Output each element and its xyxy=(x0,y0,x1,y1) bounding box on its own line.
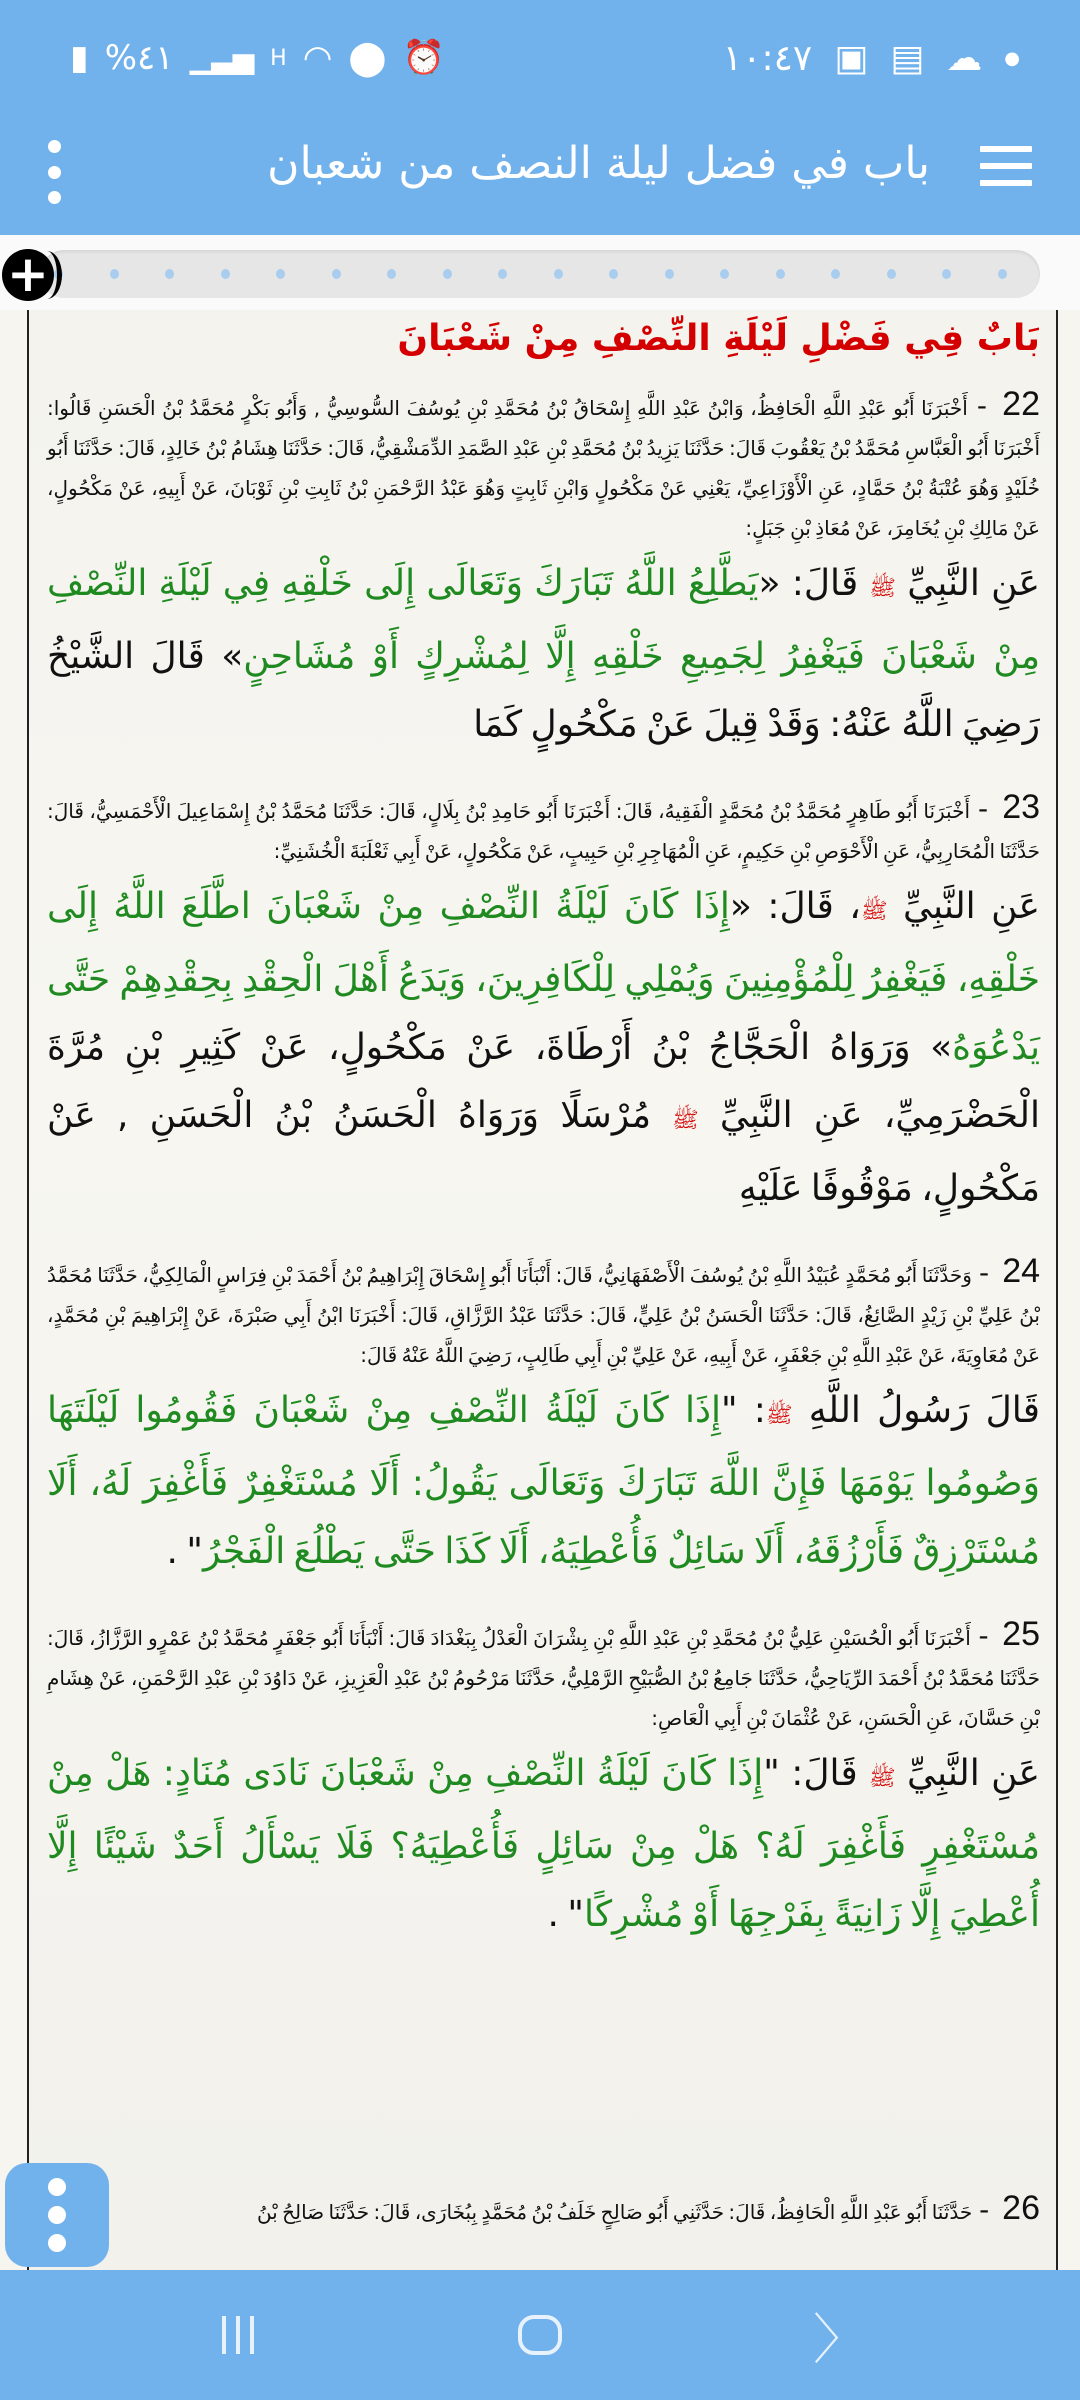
slider-tick xyxy=(276,269,285,279)
separator: - xyxy=(970,1619,997,1652)
book-page xyxy=(27,310,1058,2270)
narration-text: مُرْسَلًا وَرَوَاهُ الْحَسَنُ بْنُ الْحَسَنِ , عَنْ مَكْحُولٍ، مَوْقُوفًا عَلَيْهِ xyxy=(47,1095,1040,1209)
prophetic-text: إِذَا كَانَ لَيْلَةُ النِّصْفِ مِنْ شَعْبَانَ فَقُومُوا لَيْلَتَهَا وَصُومُوا يَوْمَهَا فَإِنَّ اللَّهَ تَبَارَكَ وَتَعَالَى يَقُولُ: أَلَا مُسْتَغْفِرٌ فَأَغْفِرَ لَهُ، أَلَا مُسْتَرْزِقٌ فَأَرْزُقَهُ، أَلَا سَائِلٌ فَأُعْطِيَهُ، أَلَا كَذَا حَتَّى يَطْلُعَ الْفَجْرُ xyxy=(47,1390,1040,1572)
slider-tick xyxy=(110,269,119,279)
status-bar xyxy=(0,0,1080,120)
sanad-text: أَخْبَرَنَا أَبُو طَاهِرٍ مُحَمَّدُ بْنُ مُحَمَّدٍ الْفَقِيهُ، قَالَ: أَخْبَرَنَا أَبُو حَامِدِ بْنُ بِلَالٍ، قَالَ: حَدَّثَنَا مُحَمَّدُ بْنُ إِسْمَاعِيلَ الْأَحْمَسِيُّ، قَالَ: حَدَّثَنَا الْمُحَارِبِيُّ، عَنِ الْأَحْوَصِ بْنِ حَكِيمٍ، عَنِ الْمُهَاجِرِ بْنِ حَبِيبٍ، عَنْ مَكْحُولٍ، عَنْ أَبِي ثَعْلَبَةَ الْخُشَنِيِّ: xyxy=(47,799,1040,863)
hamburger-menu-icon[interactable] xyxy=(980,146,1032,186)
zoom-in-button[interactable] xyxy=(2,245,68,303)
slider-tick xyxy=(165,269,174,279)
sanad-text: أَخْبَرَنَا أَبُو عَبْدِ اللَّهِ الْحَافِظُ، وَابْنُ عَبْدِ اللَّهِ إِسْحَاقُ بْنُ مُحَمَّدِ بْنِ يُوسُفَ السُّوسِيُّ , وَأَبُو بَكْرٍ مُحَمَّدُ بْنُ الْحَسَنِ قَالُوا: أَخْبَرَنَا أَبُو الْعَبَّاسِ مُحَمَّدُ بْنُ يَعْقُوبَ قَالَ: حَدَّثَنَا يَزِيدُ بْنُ مُحَمَّدِ بْنِ عَبْدِ الصَّمَدِ الدِّمَشْقِيُّ، قَالَ: حَدَّثَنَا هِشَامُ بْنُ خَالِدٍ، قَالَ: حَدَّثَنَا أَبُو خُلَيْدٍ وَهُوَ عُتْبَةُ بْنُ حَمَّادٍ، عَنِ الْأَوْزَاعِيِّ، يَعْنِي عَنْ مَكْحُولٍ وَابْنِ ثَابِتٍ وَهُوَ عَبْدُ الرَّحْمَنِ بْنُ ثَابِتِ بْنِ ثَوْبَانَ، عَنْ أَبِيهِ، عَنْ مَكْحُولٍ، عَنْ مَالِكِ بْنِ يُخَامِرَ، عَنْ مُعَاذِ بْنِ جَبَلٍ: xyxy=(47,396,1040,540)
hadith-sanad xyxy=(47,1251,1040,1375)
separator: - xyxy=(971,1256,997,1289)
sanad-text: أَخْبَرَنَا أَبُو الْحُسَيْنِ عَلِيُّ بْنُ مُحَمَّدِ بْنِ عَبْدِ اللَّهِ بْنِ بِشْرَانَ الْعَدْلُ بِبَغْدَادَ قَالَ: أَنْبَأَنَا أَبُو جَعْفَرٍ مُحَمَّدُ بْنُ عَمْرٍو الرَّزَّازُ، قَالَ: حَدَّثَنَا مُحَمَّدُ بْنُ أَحْمَدَ الرِّيَاحِيُّ، حَدَّثَنَا جَامِعُ بْنُ الصُّبَيْحِ الرَّمْلِيُّ، حَدَّثَنَا مَرْحُومُ بْنُ عَبْدِ الْعَزِيزِ، عَنْ دَاوُدَ بْنِ عَبْدِ الرَّحْمَنِ، عَنْ هِشَامِ بْنِ حَسَّانَ، عَنِ الْحَسَنِ، عَنْ عُثْمَانَ بْنِ أَبِي الْعَاصِ: xyxy=(47,1626,1040,1730)
slider-tick xyxy=(720,269,729,279)
hadith-sanad xyxy=(47,384,1040,548)
hadith xyxy=(47,384,1040,759)
narration-text: عَنِ النَّبِيِّ xyxy=(895,563,1040,604)
hadith xyxy=(47,1614,1040,1949)
battery-charging-icon: ▮ xyxy=(70,38,89,78)
wifi-icon: ◠ xyxy=(302,38,333,78)
dot-icon: ● xyxy=(1004,48,1020,69)
narration-text: " . xyxy=(547,1894,584,1935)
hadith-number: 23 xyxy=(1002,788,1041,826)
slider-tick xyxy=(776,269,785,279)
slider-tick xyxy=(665,269,674,279)
narration-text: عَنِ النَّبِيِّ xyxy=(887,886,1040,927)
location-icon: ⬤ xyxy=(348,38,387,78)
separator: - xyxy=(967,389,997,422)
plus-icon: + xyxy=(2,249,54,301)
news-icon: ▤ xyxy=(890,38,925,79)
slider-tick xyxy=(443,269,452,279)
floating-menu-button[interactable] xyxy=(5,2163,109,2267)
slider-tick xyxy=(221,269,230,279)
slider-track[interactable] xyxy=(40,250,1040,298)
slider-tick xyxy=(609,269,618,279)
narration-text: قَالَ رَسُولُ اللَّهِ xyxy=(792,1390,1040,1431)
signal-icon: ▁▃▅ xyxy=(189,41,255,75)
salawat-symbol: ﷺ xyxy=(672,1108,699,1133)
page-title: باب في فضل ليلة النصف من شعبان xyxy=(267,138,930,189)
hadith xyxy=(47,787,1040,1223)
hadith xyxy=(149,2188,1040,2232)
alarm-icon: ⏰ xyxy=(402,38,445,78)
narration-text: » قَالَ الشَّيْخُ رَضِيَ اللَّهُ عَنْهُ: وَقَدْ قِيلَ عَنْ مَكْحُولٍ كَمَا xyxy=(47,636,1040,745)
hadith-number: 25 xyxy=(1002,1615,1040,1653)
gallery-icon: ▣ xyxy=(834,38,869,79)
narration-text: " . xyxy=(166,1531,203,1572)
separator: - xyxy=(972,2193,997,2226)
hadith-matn xyxy=(47,550,1040,759)
app-bar xyxy=(0,120,1080,235)
sanad-text: وَحَدَّثَنَا أَبُو مُحَمَّدٍ عُبَيْدُ اللَّهِ بْنُ يُوسُفَ الْأَصْفَهَانِيُّ، قَالَ: أَنْبَأَنَا أَبُو إِسْحَاقَ إِبْرَاهِيمُ بْنُ أَحْمَدَ بْنِ فِرَاسٍ الْمَالِكِيُّ، حَدَّثَنَا مُحَمَّدُ بْنُ عَلِيِّ بْنِ زَيْدٍ الصَّائِغُ، قَالَ: حَدَّثَنَا الْحَسَنُ بْنُ عَلِيٍّ، قَالَ: حَدَّثَنَا عَبْدُ الرَّزَّاقِ، قَالَ: أَخْبَرَنَا ابْنُ أَبِي صَبْرَةَ، عَنْ إِبْرَاهِيمَ بْنِ مُحَمَّدٍ، عَنْ مُعَاوِيَةَ، عَنْ عَبْدِ اللَّهِ بْنِ جَعْفَرٍ، عَنْ أَبِيهِ، عَنْ عَلِيِّ بْنِ أَبِي طَالِبٍ، رَضِيَ اللَّهُ عَنْهُ قَالَ: xyxy=(47,1263,1040,1367)
hadith-sanad xyxy=(149,2188,1040,2232)
slider-tick xyxy=(498,269,507,279)
hadith-number: 24 xyxy=(1002,1252,1041,1290)
hadith xyxy=(47,1251,1040,1586)
hadith-matn xyxy=(47,1740,1040,1949)
h-data-icon: H xyxy=(270,45,287,71)
salawat-symbol: ﷺ xyxy=(765,1403,793,1428)
slider-tick xyxy=(554,269,563,279)
back-button[interactable]: 〉 xyxy=(813,2307,867,2371)
narration-text: : " xyxy=(721,1390,766,1431)
cloud-icon: ☁ xyxy=(946,38,983,79)
hadith-matn xyxy=(47,1377,1040,1586)
prophetic-text: إِذَا كَانَ لَيْلَةُ النِّصْفِ مِنْ شَعْبَانَ نَادَى مُنَادٍ: هَلْ مِنْ مُسْتَغْفِرٍ فَأَغْفِرَ لَهُ؟ هَلْ مِنْ سَائِلٍ فَأُعْطِيَهُ؟ فَلَا يَسْأَلُ أَحَدٌ شَيْئًا إِلَّا أُعْطِيَ إِلَّا زَانِيَةً بِفَرْجِهَا أَوْ مُشْرِكًا xyxy=(47,1753,1040,1935)
slider-tick xyxy=(998,269,1007,279)
separator: - xyxy=(970,792,997,825)
narration-text: ، قَالَ: « xyxy=(729,886,861,927)
prophetic-text: إِذَا كَانَ لَيْلَةُ النِّصْفِ مِنْ شَعْبَانَ اطَّلَعَ اللَّهُ إِلَى خَلْقِهِ، فَيَغْفِرُ لِلْمُؤْمِنِينَ وَيُمْلِي لِلْكَافِرِينَ، وَيَدَعُ أَهْلَ الْحِقْدِ بِحِقْدِهِمْ حَتَّى يَدْعُوَهُ xyxy=(47,886,1040,1068)
hadith-matn xyxy=(47,873,1040,1223)
sanad-text: حَدَّثَنَا أَبُو عَبْدِ اللَّهِ الْحَافِظُ، قَالَ: حَدَّثَنِي أَبُو صَالِحٍ خَلَفُ بْنُ مُحَمَّدٍ بِبُخَارَى، قَالَ: حَدَّثَنَا صَالِحُ بْنُ xyxy=(256,2200,973,2224)
narration-text: قَالَ: « xyxy=(758,563,870,604)
slider-tick xyxy=(887,269,896,279)
slider-tick xyxy=(387,269,396,279)
slider-tick xyxy=(942,269,951,279)
clock: ١٠:٤٧ xyxy=(722,38,813,79)
font-size-slider xyxy=(0,235,1080,310)
recent-apps-button[interactable] xyxy=(178,2270,298,2400)
narration-text: » وَرَوَاهُ الْحَجَّاجُ بْنُ أَرْطَاةَ، عَنْ مَكْحُولٍ، عَنْ كَثِيرِ بْنِ مُرَّةَ الْحَضْرَمِيِّ، عَنِ النَّبِيِّ xyxy=(47,1027,1041,1136)
salawat-symbol: ﷺ xyxy=(869,1766,896,1791)
chapter-title: بَابٌ فِي فَضْلِ لَيْلَةِ النِّصْفِ مِنْ شَعْبَانَ xyxy=(397,318,1040,359)
salawat-symbol: ﷺ xyxy=(869,576,896,601)
hadith-number: 22 xyxy=(1002,385,1040,423)
salawat-symbol: ﷺ xyxy=(860,899,888,924)
home-button[interactable] xyxy=(480,2270,600,2400)
slider-tick xyxy=(332,269,341,279)
hadith-number: 26 xyxy=(1002,2189,1040,2227)
hadith-sanad xyxy=(47,1614,1040,1738)
slider-tick xyxy=(831,269,840,279)
more-options-icon[interactable] xyxy=(44,140,64,204)
battery-percent: %٤١ xyxy=(104,38,174,78)
hadith-sanad xyxy=(47,787,1040,871)
narration-text: قَالَ: " xyxy=(763,1753,870,1794)
prophetic-text: يَطَّلِعُ اللَّهُ تَبَارَكَ وَتَعَالَى إِلَى خَلْقِهِ فِي لَيْلَةِ النِّصْفِ مِنْ شَعْبَانَ فَيَغْفِرُ لِجَمِيعِ خَلْقِهِ إِلَّا لِمُشْرِكٍ أَوْ مُشَاحِنٍ xyxy=(47,563,1040,677)
navigation-bar xyxy=(0,2270,1080,2400)
narration-text: عَنِ النَّبِيِّ xyxy=(895,1753,1040,1794)
